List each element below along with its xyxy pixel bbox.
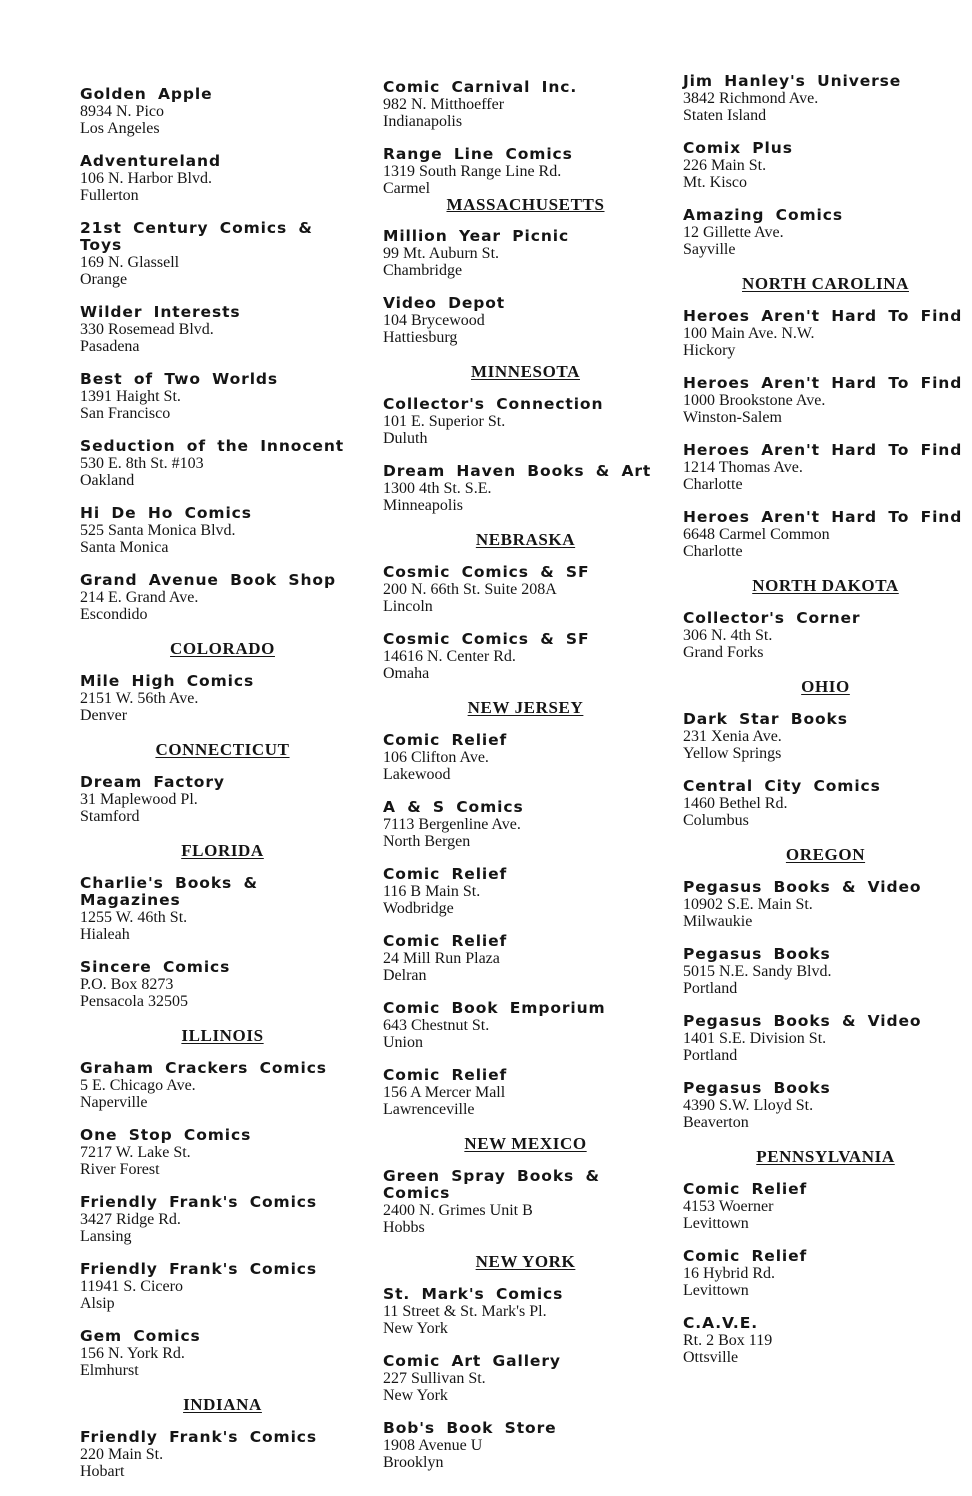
store-city: Lawrenceville bbox=[383, 1101, 475, 1118]
store-city: Chambridge bbox=[383, 262, 463, 279]
store-address: 1319 South Range Line Rd. bbox=[383, 163, 562, 180]
store-address: 1000 Brookstone Ave. bbox=[683, 392, 826, 409]
store-address: 116 B Main St. bbox=[383, 883, 481, 900]
store-address: 643 Chestnut St. bbox=[383, 1017, 490, 1034]
store-listing bbox=[80, 959, 365, 1010]
store-name: Pegasus Books & Video bbox=[683, 1012, 922, 1030]
store-address: 1460 Bethel Rd. bbox=[683, 795, 788, 812]
store-name: Comic Carnival Inc. bbox=[383, 78, 578, 96]
store-name: Range Line Comics bbox=[383, 145, 573, 163]
state-heading-new-jersey: NEW JERSEY bbox=[467, 698, 584, 717]
store-listing bbox=[80, 673, 365, 724]
store-city: Union bbox=[383, 1034, 423, 1051]
store-name: Central City Comics bbox=[683, 777, 881, 795]
store-listing bbox=[683, 442, 968, 493]
store-address: 525 Santa Monica Blvd. bbox=[80, 522, 236, 539]
store-city: Oakland bbox=[80, 472, 135, 489]
store-city: Portland bbox=[683, 980, 738, 997]
store-name: Bob's Book Store bbox=[383, 1419, 557, 1437]
store-address: 8934 N. Pico bbox=[80, 103, 164, 120]
store-city: Charlotte bbox=[683, 543, 743, 560]
store-address: 156 A Mercer Mall bbox=[383, 1084, 506, 1101]
store-listing bbox=[80, 86, 365, 137]
store-name: Green Spray Books & Comics bbox=[383, 1167, 600, 1202]
store-name: Mile High Comics bbox=[80, 672, 255, 690]
store-name: Comic Relief bbox=[383, 1066, 508, 1084]
store-listing bbox=[383, 1353, 668, 1404]
store-listing bbox=[683, 711, 968, 762]
store-city: Omaha bbox=[383, 665, 430, 682]
store-city: Escondido bbox=[80, 606, 148, 623]
store-city: Hattiesburg bbox=[383, 329, 458, 346]
store-address: Rt. 2 Box 119 bbox=[683, 1332, 773, 1349]
store-city: Levittown bbox=[683, 1282, 749, 1299]
store-listing bbox=[80, 505, 365, 556]
store-listing bbox=[80, 572, 365, 623]
state-heading-indiana: INDIANA bbox=[183, 1395, 262, 1414]
store-name: Comic Relief bbox=[383, 731, 508, 749]
store-city: Winston-Salem bbox=[683, 409, 782, 426]
state-heading-nebraska: NEBRASKA bbox=[475, 530, 576, 549]
store-listing bbox=[683, 140, 968, 191]
store-name: Video Depot bbox=[383, 294, 506, 312]
store-listing bbox=[80, 153, 365, 204]
store-listing bbox=[383, 1420, 668, 1471]
store-address: 2151 W. 56th Ave. bbox=[80, 690, 199, 707]
store-city: New York bbox=[383, 1387, 448, 1404]
store-name: Gem Comics bbox=[80, 1327, 201, 1345]
store-listing bbox=[683, 73, 968, 124]
store-city: Santa Monica bbox=[80, 539, 169, 556]
state-heading-florida: FLORIDA bbox=[181, 841, 264, 860]
store-listing bbox=[383, 631, 668, 682]
store-address: 106 N. Harbor Blvd. bbox=[80, 170, 212, 187]
store-name: Pegasus Books bbox=[683, 1079, 831, 1097]
store-city: Yellow Springs bbox=[683, 745, 782, 762]
store-listing bbox=[383, 228, 668, 279]
store-address: 220 Main St. bbox=[80, 1446, 164, 1463]
store-name: Hi De Ho Comics bbox=[80, 504, 252, 522]
store-listing bbox=[383, 866, 668, 917]
store-city: Lansing bbox=[80, 1228, 132, 1245]
store-city: Ottsville bbox=[683, 1349, 739, 1366]
store-city: Staten Island bbox=[683, 107, 767, 124]
store-address: 5 E. Chicago Ave. bbox=[80, 1077, 196, 1094]
store-name: Dream Haven Books & Art bbox=[383, 462, 652, 480]
store-name: St. Mark's Comics bbox=[383, 1285, 564, 1303]
store-name: Comix Plus bbox=[683, 139, 793, 157]
store-address: 982 N. Mitthoeffer bbox=[383, 96, 505, 113]
store-city: Hobbs bbox=[383, 1219, 425, 1236]
store-name: Comic Book Emporium bbox=[383, 999, 606, 1017]
store-name: A & S Comics bbox=[383, 798, 524, 816]
store-address: 99 Mt. Auburn St. bbox=[383, 245, 500, 262]
store-listing bbox=[383, 79, 668, 130]
store-name: Friendly Frank's Comics bbox=[80, 1193, 318, 1211]
store-address: 100 Main Ave. N.W. bbox=[683, 325, 815, 342]
store-listing bbox=[80, 304, 365, 355]
store-name: One Stop Comics bbox=[80, 1126, 252, 1144]
store-name: 21st Century Comics & Toys bbox=[80, 219, 313, 254]
store-name: Wilder Interests bbox=[80, 303, 241, 321]
state-heading-colorado: COLORADO bbox=[170, 639, 275, 658]
store-city: Beaverton bbox=[683, 1114, 749, 1131]
store-city: Fullerton bbox=[80, 187, 139, 204]
store-name: Charlie's Books & Magazines bbox=[80, 874, 258, 909]
store-city: Levittown bbox=[683, 1215, 749, 1232]
store-listing bbox=[80, 1060, 365, 1111]
store-address: 16 Hybrid Rd. bbox=[683, 1265, 775, 1282]
state-heading-minnesota: MINNESOTA bbox=[471, 362, 580, 381]
store-name: Best of Two Worlds bbox=[80, 370, 279, 388]
store-name: Cosmic Comics & SF bbox=[383, 563, 590, 581]
store-listing bbox=[383, 146, 668, 212]
store-address: 227 Sullivan St. bbox=[383, 1370, 486, 1387]
store-name: Seduction of the Innocent bbox=[80, 437, 345, 455]
state-heading-massachusetts: MASSACHUSETTS bbox=[446, 195, 605, 214]
store-address: 31 Maplewood Pl. bbox=[80, 791, 198, 808]
column-1 bbox=[80, 0, 365, 1496]
store-city: Pensacola 32505 bbox=[80, 993, 188, 1010]
store-city: Charlotte bbox=[683, 476, 743, 493]
store-address: 306 N. 4th St. bbox=[683, 627, 773, 644]
store-name: Golden Apple bbox=[80, 85, 213, 103]
store-city: Los Angeles bbox=[80, 120, 160, 137]
store-listing bbox=[683, 946, 968, 997]
store-listing bbox=[383, 1067, 668, 1118]
store-address: 169 N. Glassell bbox=[80, 254, 180, 271]
store-listing bbox=[80, 371, 365, 422]
store-address: 4390 S.W. Lloyd St. bbox=[683, 1097, 814, 1114]
store-name: Dream Factory bbox=[80, 773, 225, 791]
store-name: Collector's Connection bbox=[383, 395, 604, 413]
store-address: 104 Brycewood bbox=[383, 312, 485, 329]
store-city: Alsip bbox=[80, 1295, 115, 1312]
store-city: New York bbox=[383, 1320, 448, 1337]
store-name: Dark Star Books bbox=[683, 710, 848, 728]
store-listing bbox=[683, 308, 968, 359]
store-listing bbox=[383, 1286, 668, 1337]
store-address: 1391 Haight St. bbox=[80, 388, 181, 405]
state-heading-illinois: ILLINOIS bbox=[181, 1026, 264, 1045]
store-city: Lakewood bbox=[383, 766, 451, 783]
store-city: Pasadena bbox=[80, 338, 140, 355]
store-address: 231 Xenia Ave. bbox=[683, 728, 782, 745]
store-address: 200 N. 66th St. Suite 208A bbox=[383, 581, 557, 598]
store-address: 6648 Carmel Common bbox=[683, 526, 830, 543]
store-city: Duluth bbox=[383, 430, 428, 447]
store-address: 24 Mill Run Plaza bbox=[383, 950, 500, 967]
store-address: 106 Clifton Ave. bbox=[383, 749, 489, 766]
store-city: Columbus bbox=[683, 812, 749, 829]
store-listing bbox=[80, 1261, 365, 1312]
store-listing bbox=[683, 1248, 968, 1299]
store-address: 11 Street & St. Mark's Pl. bbox=[383, 1303, 547, 1320]
store-address: 226 Main St. bbox=[683, 157, 767, 174]
store-address: 530 E. 8th St. #103 bbox=[80, 455, 204, 472]
store-listing bbox=[683, 207, 968, 258]
store-name: Heroes Aren't Hard To Find bbox=[683, 374, 963, 392]
store-listing bbox=[683, 509, 968, 560]
store-address: 1908 Avenue U bbox=[383, 1437, 483, 1454]
store-city: Stamford bbox=[80, 808, 140, 825]
store-name: Comic Relief bbox=[383, 932, 508, 950]
state-heading-north-dakota: NORTH DAKOTA bbox=[752, 576, 899, 595]
store-address: 7217 W. Lake St. bbox=[80, 1144, 191, 1161]
store-name: C.A.V.E. bbox=[683, 1314, 758, 1332]
store-city: North Bergen bbox=[383, 833, 471, 850]
store-name: Sincere Comics bbox=[80, 958, 231, 976]
store-address: 7113 Bergenline Ave. bbox=[383, 816, 521, 833]
store-city: Elmhurst bbox=[80, 1362, 139, 1379]
store-city: Lincoln bbox=[383, 598, 433, 615]
store-city: Sayville bbox=[683, 241, 736, 258]
store-city: Minneapolis bbox=[383, 497, 463, 514]
state-heading-ohio: OHIO bbox=[801, 677, 850, 696]
store-address: 101 E. Superior St. bbox=[383, 413, 506, 430]
store-city: Milwaukie bbox=[683, 913, 753, 930]
store-listing bbox=[80, 774, 365, 825]
store-listing bbox=[383, 1168, 668, 1236]
store-address: 1401 S.E. Division St. bbox=[683, 1030, 827, 1047]
store-name: Cosmic Comics & SF bbox=[383, 630, 590, 648]
store-name: Million Year Picnic bbox=[383, 227, 570, 245]
store-address: 12 Gillette Ave. bbox=[683, 224, 784, 241]
store-name: Collector's Corner bbox=[683, 609, 861, 627]
store-city: River Forest bbox=[80, 1161, 160, 1178]
store-name: Heroes Aren't Hard To Find bbox=[683, 508, 963, 526]
store-city: Denver bbox=[80, 707, 128, 724]
store-listing bbox=[683, 375, 968, 426]
state-heading-new-york: NEW YORK bbox=[475, 1252, 576, 1271]
state-heading-oregon: OREGON bbox=[785, 845, 866, 864]
store-address: 10902 S.E. Main St. bbox=[683, 896, 813, 913]
column-3 bbox=[683, 0, 968, 1382]
store-city: Indianapolis bbox=[383, 113, 463, 130]
store-listing bbox=[383, 732, 668, 783]
store-address: 3427 Ridge Rd. bbox=[80, 1211, 181, 1228]
store-city: Grand Forks bbox=[683, 644, 764, 661]
store-listing bbox=[80, 1127, 365, 1178]
store-name: Jim Hanley's Universe bbox=[683, 72, 902, 90]
store-listing bbox=[383, 1000, 668, 1051]
store-name: Comic Relief bbox=[683, 1180, 808, 1198]
store-city: Carmel bbox=[383, 180, 431, 197]
store-name: Pegasus Books bbox=[683, 945, 831, 963]
store-address: 14616 N. Center Rd. bbox=[383, 648, 516, 665]
state-heading-north-carolina: NORTH CAROLINA bbox=[742, 274, 909, 293]
store-city: Portland bbox=[683, 1047, 738, 1064]
store-city: Hialeah bbox=[80, 926, 130, 943]
store-address: 3842 Richmond Ave. bbox=[683, 90, 819, 107]
store-name: Comic Art Gallery bbox=[383, 1352, 561, 1370]
store-city: Hobart bbox=[80, 1463, 125, 1480]
store-listing bbox=[383, 295, 668, 346]
store-city: Mt. Kisco bbox=[683, 174, 747, 191]
store-city: Naperville bbox=[80, 1094, 148, 1111]
store-name: Comic Relief bbox=[683, 1247, 808, 1265]
store-listing bbox=[80, 220, 365, 288]
store-city: Hickory bbox=[683, 342, 736, 359]
store-name: Pegasus Books & Video bbox=[683, 878, 922, 896]
store-listing bbox=[80, 1328, 365, 1379]
store-listing bbox=[683, 778, 968, 829]
store-address: 5015 N.E. Sandy Blvd. bbox=[683, 963, 832, 980]
store-address: 11941 S. Cicero bbox=[80, 1278, 183, 1295]
store-listing bbox=[383, 396, 668, 447]
store-address: P.O. Box 8273 bbox=[80, 976, 174, 993]
store-listing bbox=[383, 564, 668, 615]
store-listing bbox=[683, 610, 968, 661]
store-name: Adventureland bbox=[80, 152, 221, 170]
store-listing bbox=[80, 875, 365, 943]
store-address: 4153 Woerner bbox=[683, 1198, 774, 1215]
state-heading-pennsylvania: PENNSYLVANIA bbox=[756, 1147, 895, 1166]
store-name: Comic Relief bbox=[383, 865, 508, 883]
store-address: 330 Rosemead Blvd. bbox=[80, 321, 214, 338]
store-city: Orange bbox=[80, 271, 128, 288]
store-city: Delran bbox=[383, 967, 427, 984]
store-listing bbox=[383, 463, 668, 514]
store-listing bbox=[683, 1181, 968, 1232]
column-2 bbox=[383, 0, 668, 1487]
store-listing bbox=[683, 1013, 968, 1064]
store-name: Friendly Frank's Comics bbox=[80, 1428, 318, 1446]
store-address: 1255 W. 46th St. bbox=[80, 909, 188, 926]
store-listing bbox=[683, 1315, 968, 1366]
store-address: 2400 N. Grimes Unit B bbox=[383, 1202, 533, 1219]
store-listing bbox=[80, 1429, 365, 1480]
store-name: Friendly Frank's Comics bbox=[80, 1260, 318, 1278]
store-name: Grand Avenue Book Shop bbox=[80, 571, 336, 589]
store-listing bbox=[683, 879, 968, 930]
store-name: Amazing Comics bbox=[683, 206, 843, 224]
store-city: San Francisco bbox=[80, 405, 171, 422]
store-name: Graham Crackers Comics bbox=[80, 1059, 327, 1077]
state-heading-connecticut: CONNECTICUT bbox=[155, 740, 290, 759]
store-address: 214 E. Grand Ave. bbox=[80, 589, 199, 606]
store-address: 1214 Thomas Ave. bbox=[683, 459, 803, 476]
store-name: Heroes Aren't Hard To Find bbox=[683, 441, 963, 459]
store-listing bbox=[683, 1080, 968, 1131]
store-name: Heroes Aren't Hard To Find bbox=[683, 307, 963, 325]
store-listing bbox=[383, 933, 668, 984]
store-address: 156 N. York Rd. bbox=[80, 1345, 185, 1362]
store-listing bbox=[80, 1194, 365, 1245]
store-city: Brooklyn bbox=[383, 1454, 444, 1471]
store-listing bbox=[383, 799, 668, 850]
state-heading-new-mexico: NEW MEXICO bbox=[464, 1134, 587, 1153]
store-address: 1300 4th St. S.E. bbox=[383, 480, 492, 497]
store-listing bbox=[80, 438, 365, 489]
store-city: Wodbridge bbox=[383, 900, 454, 917]
